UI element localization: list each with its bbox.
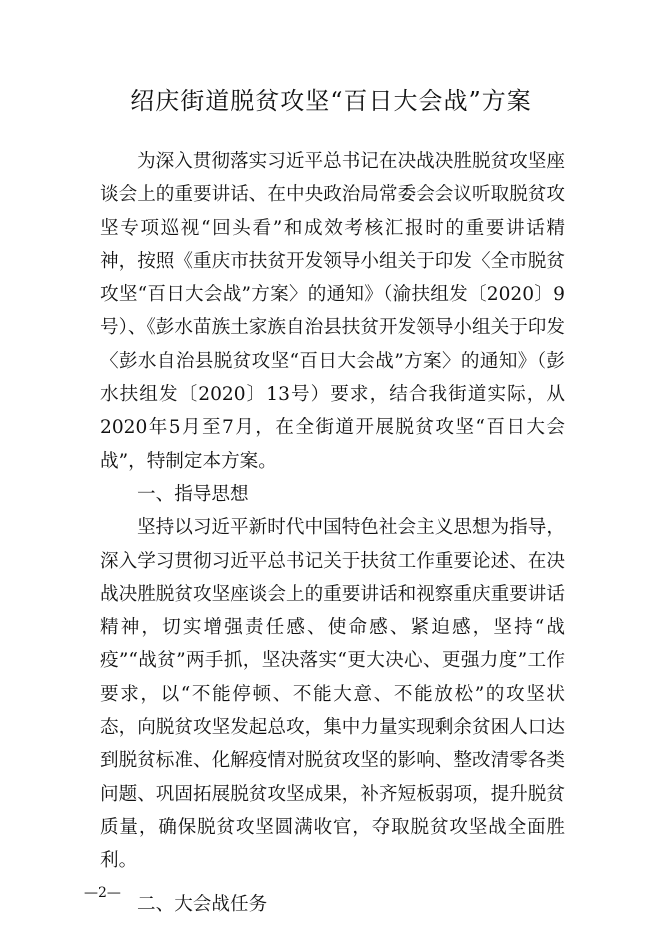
page-number: —2— [84,885,121,901]
section-heading-battle-tasks: 二、大会战任务 [137,893,268,915]
guiding-ideology-paragraph: 坚持以习近平新时代中国特色社会主义思想为指导，深入学习贯彻习近平总书记关于扶贫工作重要论述、在决战决胜脱贫攻坚座谈会上的重要讲话和视察重庆重要讲话精神，切实增强责任感、使命感、紧迫感，坚持“战疫”“战贫”两手抓，坚决落实“更大决心、更强力度”工作要求，以“不能停顿、不能大意、不能放松”的攻坚状态，向脱贫攻坚发起总攻，集中力量实现剩余贫困人口达到脱贫标准、化解疫情对脱贫攻坚的影响、整改清零各类问题、巩固拓展脱贫攻坚成果，补齐短板弱项，提升脱贫质量，确保脱贫攻坚圆满收官，夺取脱贫攻坚战全面胜利。 [100,517,565,872]
intro-paragraph: 为深入贯彻落实习近平总书记在决战决胜脱贫攻坚座谈会上的重要讲话、在中央政治局常委会会议听取脱贫攻坚专项巡视“回头看”和成效考核汇报时的重要讲话精神，按照《重庆市扶贫开发领导小组关于印发〈全市脱贫攻坚“百日大会战”方案〉的通知》（渝扶组发〔2020〕9号）、《彭水苗族土家族自治县扶贫开发领导小组关于印发〈彭水自治县脱贫攻坚“百日大会战”方案〉的通知》（彭水扶组发〔2020〕13号）要求，结合我街道实际，从2020年5月至7月，在全街道开展脱贫攻坚“百日大会战”，特制定本方案。 [100,151,565,472]
document-body [100,145,565,921]
document-title: 绍庆街道脱贫攻坚“百日大会战”方案 [130,87,532,115]
section-heading-guiding-ideology: 一、指导思想 [137,483,249,505]
